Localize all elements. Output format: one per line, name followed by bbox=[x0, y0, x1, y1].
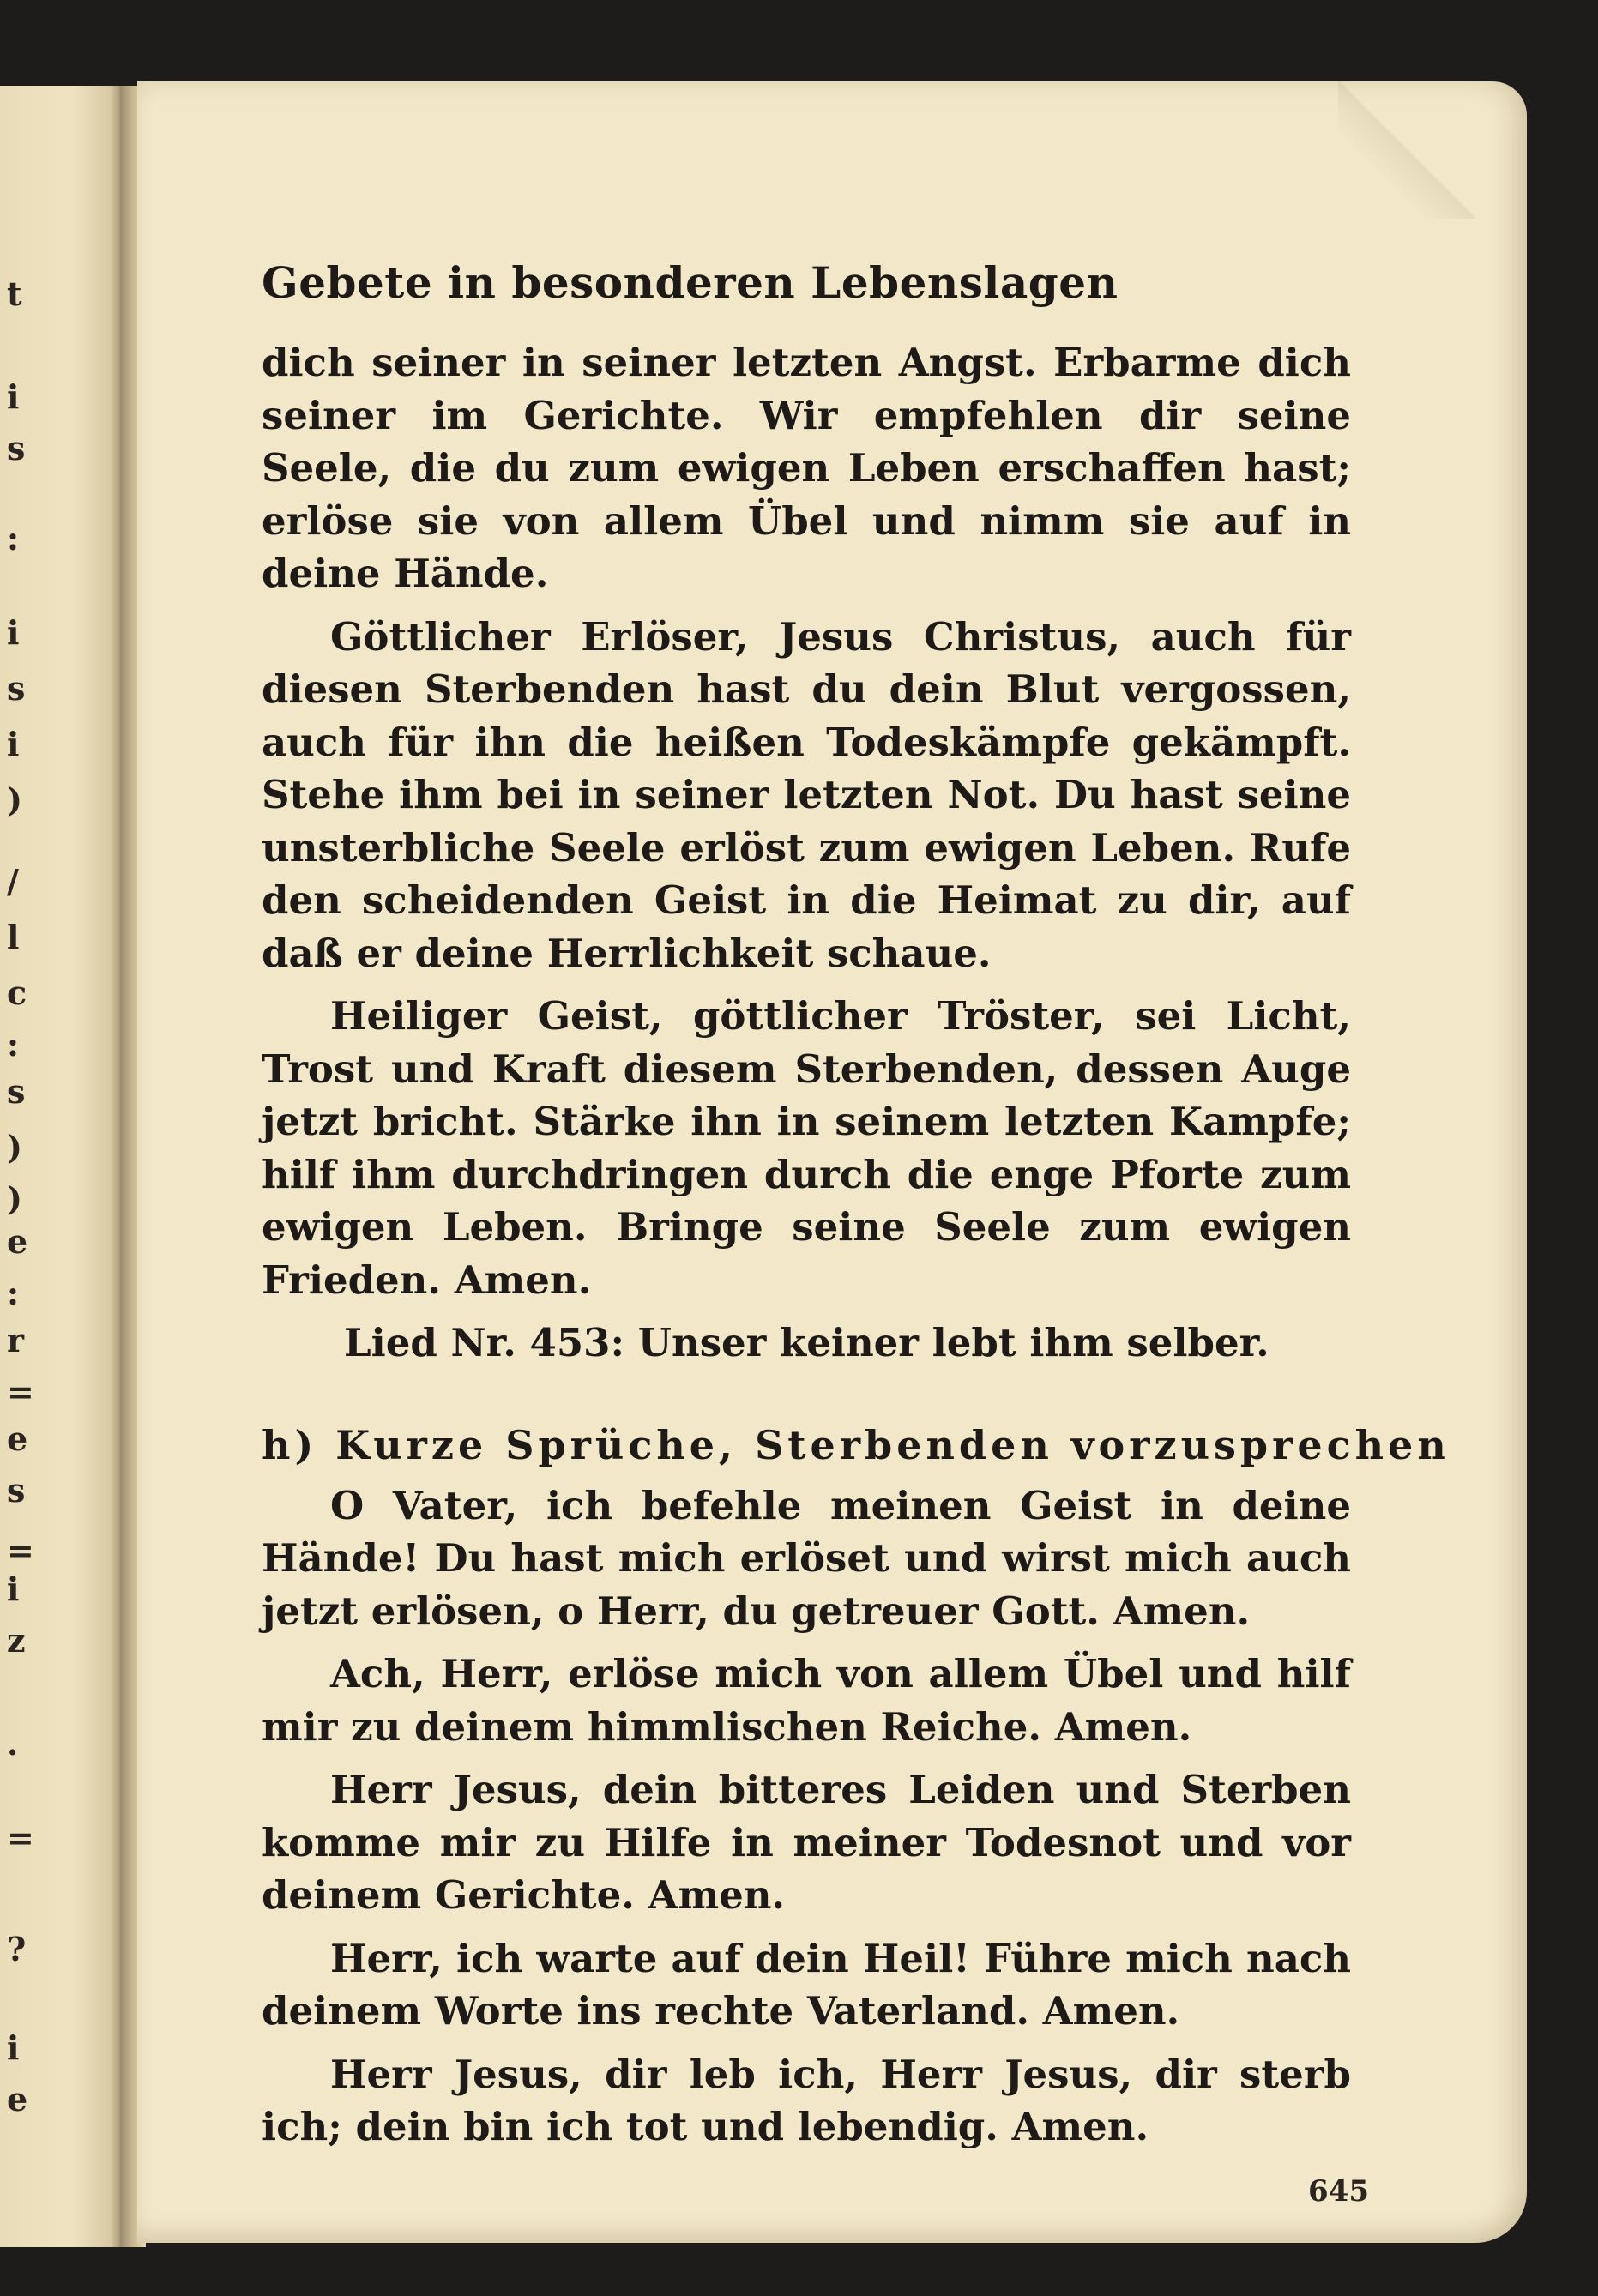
left-page-fragment: s bbox=[7, 1072, 26, 1111]
left-page-fragment: s bbox=[7, 429, 26, 467]
prayer-paragraph: Heiliger Geist, göttlicher Tröster, sei Licht, Trost und Kraft diesem Sterbenden, dessen Auge jetzt bricht. Stärke ihn in seinem letzten Kampfe; hilf ihm durchdringen durch die enge Pforte zum ewigen Leben. Bringe seine Seele zum ewigen Frieden. Amen. bbox=[262, 993, 1351, 1303]
song-reference: Lied Nr. 453: Unser keiner lebt ihm selber. bbox=[344, 1320, 1269, 1365]
left-page-fragment: ) bbox=[7, 780, 22, 819]
left-page-fragment: e bbox=[7, 1419, 28, 1458]
left-page-fragment: : bbox=[7, 1274, 20, 1312]
page-number: 645 bbox=[1308, 2174, 1369, 2209]
left-page-fragment: . bbox=[7, 1724, 19, 1763]
saying-paragraph: Herr Jesus, dein bitteres Leiden und Sterben komme mir zu Hilfe in meiner Todesnot und vor deinem Gerichte. Amen. bbox=[262, 1767, 1351, 1918]
section-heading: h) Kurze Sprüche, Sterbenden vorzusprechen bbox=[262, 1421, 1450, 1468]
prayer-paragraph: dich seiner in seiner letzten Angst. Erbarme dich seiner im Gerichte. Wir empfehlen dir seine Seele, die du zum ewigen Leben erschaffen hast; erlöse sie von allem Übel und nimm sie auf in deine Hände. bbox=[262, 340, 1351, 596]
left-page-fragment: ) bbox=[7, 1128, 22, 1166]
left-page-fragment: : bbox=[7, 519, 20, 557]
left-page-fragment: s bbox=[7, 669, 26, 708]
left-page-fragment: = bbox=[7, 1531, 34, 1570]
page-text bbox=[262, 257, 1450, 2164]
left-page-fragment: / bbox=[7, 862, 19, 901]
saying-paragraph: O Vater, ich befehle meinen Geist in deine Hände! Du hast mich erlöset und wirst mich auch jetzt erlösen, o Herr, du getreuer Gott. Amen. bbox=[262, 1482, 1351, 1634]
running-header: Gebete in besonderen Lebenslagen bbox=[262, 257, 1119, 308]
left-page-fragment: r bbox=[7, 1321, 25, 1359]
left-page-fragment: ? bbox=[7, 1930, 27, 1968]
left-page-fragment: t bbox=[7, 274, 22, 313]
page-corner-fold bbox=[1338, 81, 1475, 219]
left-page-fragment: : bbox=[7, 1025, 20, 1064]
left-page-fragment: i bbox=[7, 1570, 20, 1608]
saying-paragraph: Ach, Herr, erlöse mich von allem Übel und hilf mir zu deinem himmlischen Reiche. Amen. bbox=[262, 1651, 1351, 1750]
left-page-fragment: i bbox=[7, 613, 20, 652]
left-page-fragment: i bbox=[7, 2028, 20, 2067]
left-page-fragment: ) bbox=[7, 1179, 22, 1218]
left-page-fragment: i bbox=[7, 377, 20, 416]
saying-paragraph: Herr Jesus, dir leb ich, Herr Jesus, dir sterb ich; dein bin ich tot und lebendig. Amen. bbox=[262, 2051, 1351, 2149]
left-page-fragment: z bbox=[7, 1621, 26, 1660]
left-page-edge bbox=[0, 86, 120, 2247]
left-page-fragment: l bbox=[7, 918, 20, 956]
left-page-fragment: = bbox=[7, 1372, 34, 1411]
left-page-fragment: = bbox=[7, 1818, 34, 1857]
left-page-fragment: s bbox=[7, 1471, 26, 1510]
left-page-fragment: e bbox=[7, 2080, 28, 2118]
left-page-fragment: c bbox=[7, 973, 27, 1012]
left-page-fragment: i bbox=[7, 725, 20, 763]
prayer-paragraph: Göttlicher Erlöser, Jesus Christus, auch für diesen Sterbenden hast du dein Blut vergossen, auch für ihn die heißen Todeskämpfe gekämpft. Stehe ihm bei in seiner letzten Not. Du hast seine unsterbliche Seele erlöst zum ewigen Leben. Rufe den scheidenden Geist in die Heimat zu dir, auf daß er deine Herrlichkeit schaue. bbox=[262, 613, 1351, 976]
left-page-fragment: e bbox=[7, 1222, 28, 1261]
saying-paragraph: Herr, ich warte auf dein Heil! Führe mich nach deinem Worte ins rechte Vaterland. Amen. bbox=[262, 1935, 1351, 2034]
book-page bbox=[137, 81, 1527, 2243]
